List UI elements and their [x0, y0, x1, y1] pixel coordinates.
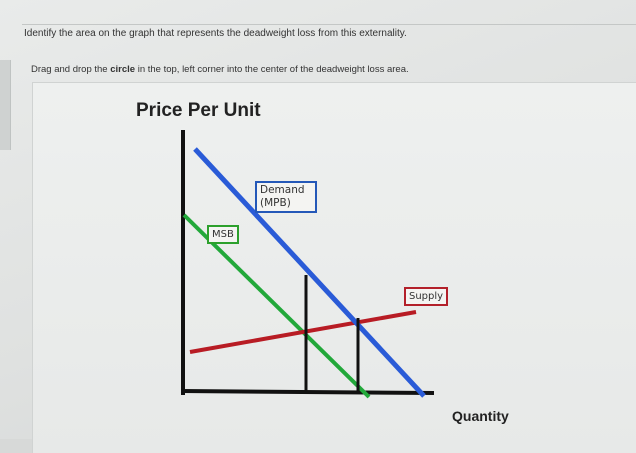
- instruction-bold-word: circle: [110, 64, 136, 75]
- demand-label: [255, 181, 317, 213]
- supply-curve: [190, 312, 416, 352]
- msb-label: MSB: [207, 225, 239, 244]
- demand-label-line1: Demand: [260, 184, 305, 196]
- y-axis-label: Price Per Unit: [136, 100, 261, 121]
- demand-label-line2: (MPB): [260, 197, 291, 209]
- question-text: Identify the area on the graph that represents the deadweight loss from this externality.: [24, 28, 407, 39]
- instruction-suffix: in the top, left corner into the center of the deadweight loss area.: [135, 64, 409, 75]
- supply-label: Supply: [404, 287, 448, 306]
- instruction-prefix: Drag and drop the: [31, 64, 111, 75]
- x-axis-label: Quantity: [452, 408, 509, 424]
